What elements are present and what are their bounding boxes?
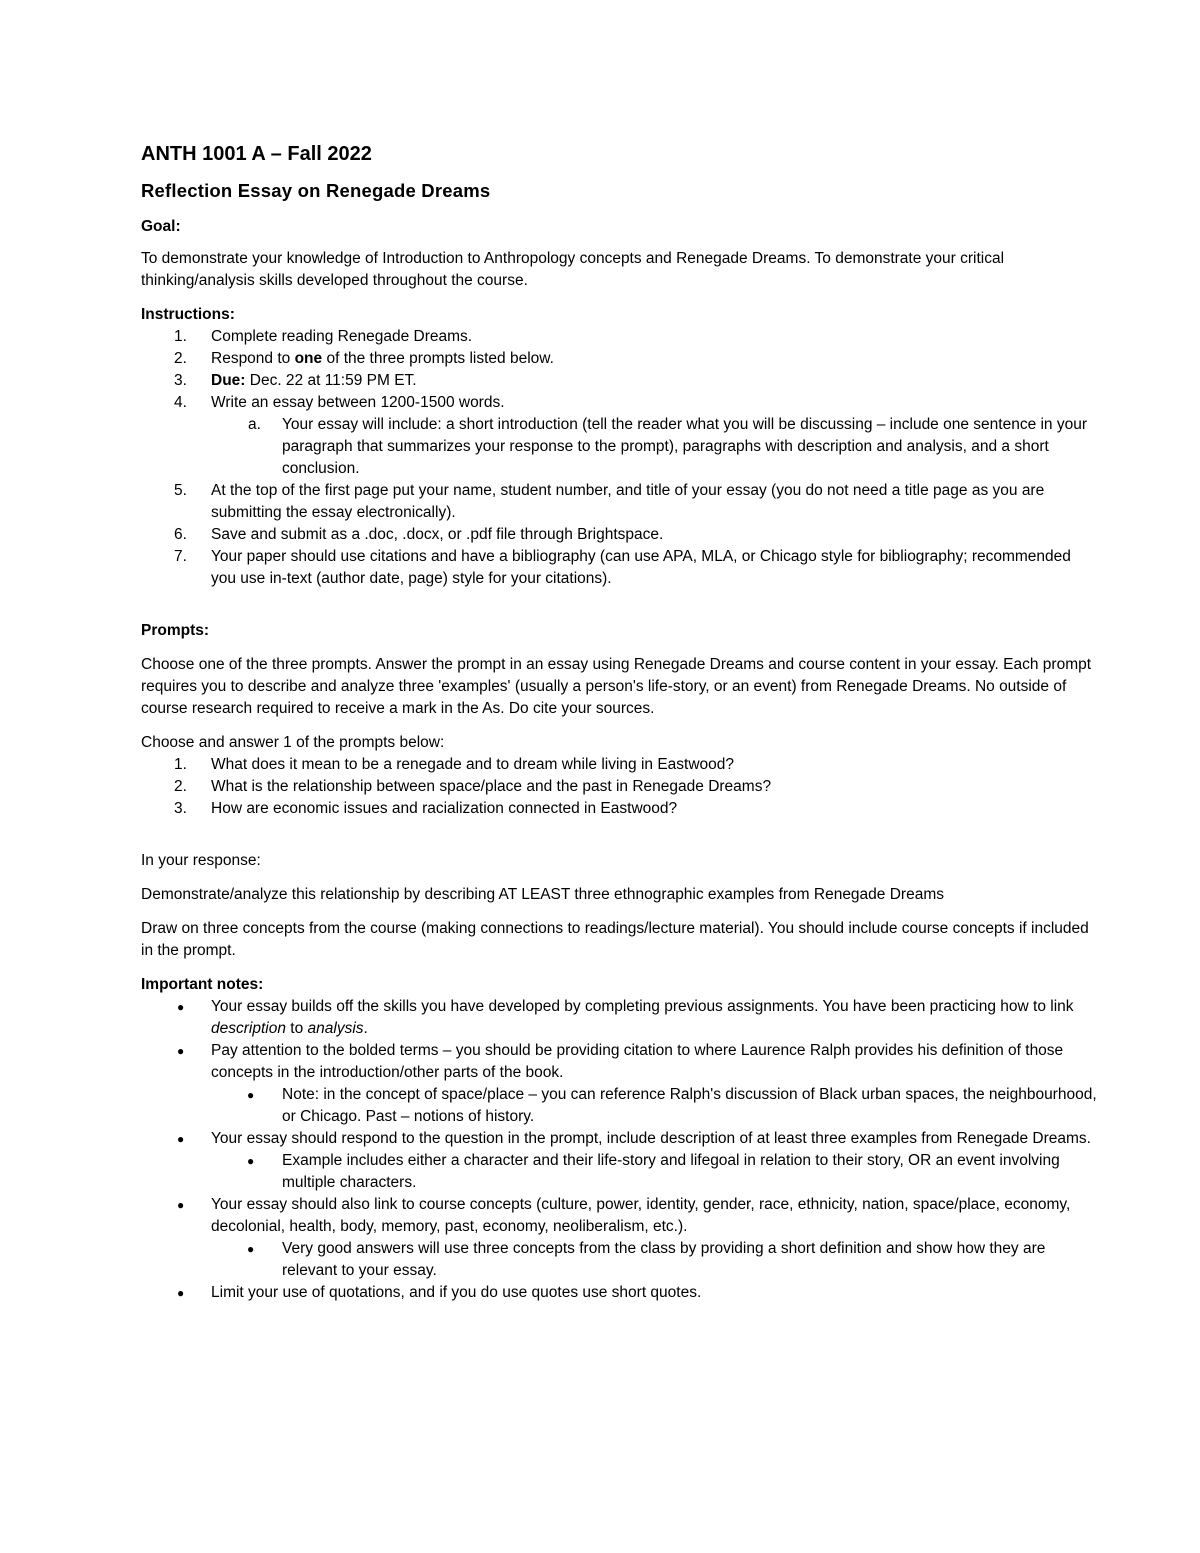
list-item (141, 798, 1100, 820)
list-item-text: At the top of the first page put your name, student number, and title of your essay (you do not need a title page as you are submitting the essay electronically). (211, 482, 1045, 521)
list-number: 2. (174, 350, 187, 367)
list-item-text: Complete reading Renegade Dreams. (211, 328, 473, 345)
list-item (141, 370, 1100, 392)
prompts-list (141, 754, 1100, 820)
bullet-icon: ● (177, 1286, 185, 1300)
note-text: Pay attention to the bolded terms – you should be providing citation to where Laurence Ralph provides his definition of those concepts in the introduction/other parts of the book. (211, 1042, 1064, 1081)
prompts-intro: Choose one of the three prompts. Answer the prompt in an essay using Renegade Dreams and course content in your essay. Each prompt requires you to describe and analyze three 'examples' (usually a person's life-story, or an event) from Renegade Dreams. No outside of course research required to receive a mark in the As. Do cite your sources. (141, 656, 1092, 717)
list-subitem (141, 1150, 1100, 1194)
list-item (141, 546, 1100, 590)
notes-list (141, 996, 1100, 1304)
due-label: Due: (211, 372, 246, 389)
response-line-1: Demonstrate/analyze this relationship by describing AT LEAST three ethnographic examples from Renegade Dreams (141, 886, 944, 903)
note-text: Your essay should respond to the question in the prompt, include description of at least three examples from Renegade Dreams. (211, 1130, 1091, 1147)
list-item-text-end: of the three prompts listed below. (322, 350, 554, 367)
bullet-icon: ● (177, 1198, 185, 1212)
list-number: 5. (174, 482, 187, 499)
bullet-icon: ● (247, 1088, 255, 1102)
bullet-icon: ● (247, 1242, 255, 1256)
list-item (141, 348, 1100, 370)
list-subitem (141, 1084, 1100, 1128)
italic-term: description (211, 1020, 286, 1037)
instructions-list (141, 326, 1100, 590)
note-text: Note: in the concept of space/place – you can reference Ralph's discussion of Black urban spaces, the neighbourhood, or Chicago. Past – notions of history. (282, 1086, 1097, 1125)
italic-term: analysis (307, 1020, 364, 1037)
goal-text: To demonstrate your knowledge of Introduction to Anthropology concepts and Renegade Dreams. To demonstrate your critical thinking/analysis skills developed throughout the course. (141, 250, 1005, 289)
note-text-start: Your essay builds off the skills you have developed by completing previous assignments. You have been practicing how to link (211, 998, 1074, 1015)
list-item (141, 1128, 1100, 1150)
list-item-text: Save and submit as a .doc, .docx, or .pdf file through Brightspace. (211, 526, 664, 543)
list-item (141, 392, 1100, 414)
bold-term: one (294, 350, 323, 367)
list-item-text: Your paper should use citations and have a bibliography (can use APA, MLA, or Chicago style for bibliography; recommended you use in-text (author date, page) style for your citations). (211, 548, 1071, 587)
note-text: Your essay should also link to course concepts (culture, power, identity, gender, race, ethnicity, nation, space/place, economy, decolonial, health, body, memory, past, economy, neoliberalism, etc.). (211, 1196, 1071, 1235)
prompt-text: How are economic issues and racialization connected in Eastwood? (211, 800, 678, 817)
goal-heading: Goal: (141, 218, 181, 235)
list-subitem (141, 1238, 1100, 1282)
list-number: 4. (174, 394, 187, 411)
note-text: Very good answers will use three concepts from the class by providing a short definition and show how they are relevant to your essay. (282, 1240, 1046, 1279)
list-item (141, 524, 1100, 546)
list-number: 6. (174, 526, 187, 543)
list-item (141, 754, 1100, 776)
note-text: Example includes either a character and their life-story and lifegoal in relation to their story, OR an event involving multiple characters. (282, 1152, 1060, 1191)
bullet-icon: ● (177, 1044, 185, 1058)
list-letter: a. (248, 416, 261, 433)
list-item-text-start: Respond to (211, 350, 295, 367)
note-text: Limit your use of quotations, and if you do use quotes use short quotes. (211, 1284, 702, 1301)
prompt-text: What is the relationship between space/place and the past in Renegade Dreams? (211, 778, 772, 795)
response-line-2: Draw on three concepts from the course (making connections to readings/lecture material). You should include course concepts if included in the prompt. (141, 920, 1089, 959)
list-item (141, 1194, 1100, 1238)
list-item (141, 480, 1100, 524)
list-item (141, 776, 1100, 798)
list-number: 3. (174, 800, 187, 817)
list-number: 7. (174, 548, 187, 565)
list-item-text: Write an essay between 1200-1500 words. (211, 394, 505, 411)
list-number: 1. (174, 756, 187, 773)
list-number: 1. (174, 328, 187, 345)
bullet-icon: ● (177, 1000, 185, 1014)
list-item (141, 996, 1100, 1040)
list-item (141, 326, 1100, 348)
due-date: Dec. 22 at 11:59 PM ET. (245, 372, 417, 389)
list-item (141, 1040, 1100, 1084)
course-title: ANTH 1001 A – Fall 2022 (141, 143, 372, 165)
bullet-icon: ● (177, 1132, 185, 1146)
prompt-text: What does it mean to be a renegade and to dream while living in Eastwood? (211, 756, 735, 773)
note-text-end: . (363, 1020, 368, 1037)
list-subitem (141, 414, 1100, 480)
list-item-text: Your essay will include: a short introduction (tell the reader what you will be discussing – include one sentence in your paragraph that summarizes your response to the prompt), paragraphs with description and analysis, and a short conclusion. (282, 416, 1088, 477)
prompts-heading: Prompts: (141, 622, 210, 639)
prompts-choose: Choose and answer 1 of the prompts below: (141, 734, 445, 751)
bullet-icon: ● (247, 1154, 255, 1168)
list-item (141, 1282, 1100, 1304)
instructions-heading: Instructions: (141, 306, 235, 323)
note-text-mid: to (285, 1020, 308, 1037)
list-number: 2. (174, 778, 187, 795)
response-label: In your response: (141, 852, 261, 869)
list-number: 3. (174, 372, 187, 389)
essay-title: Reflection Essay on Renegade Dreams (141, 180, 491, 201)
notes-heading: Important notes: (141, 976, 264, 993)
